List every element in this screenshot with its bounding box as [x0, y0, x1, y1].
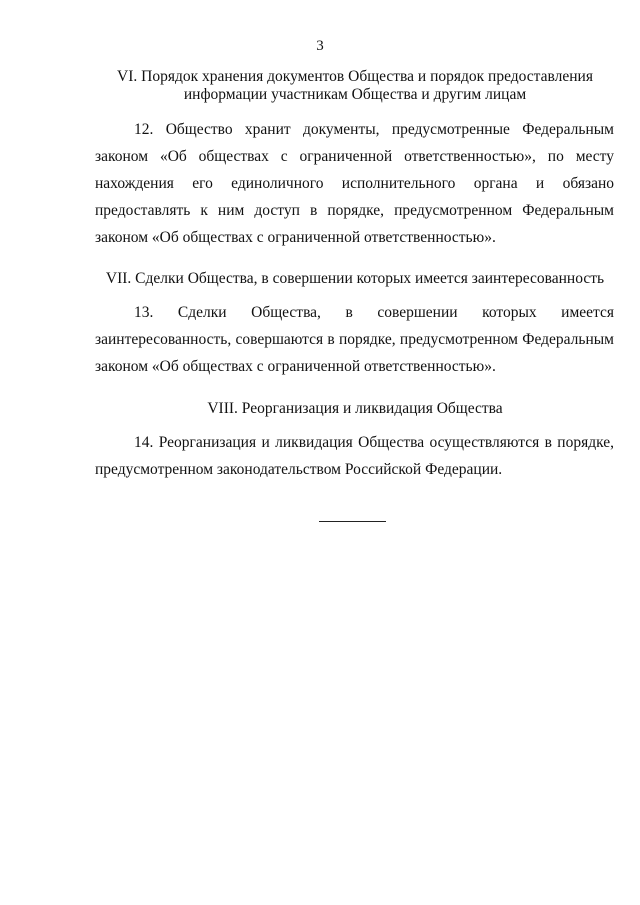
section-heading-7 [96, 270, 614, 288]
paragraph-line: законом «Об обществах с ограниченной ответственностью». [95, 229, 496, 246]
section-heading-line: информации участникам Общества и другим лицам [183, 86, 527, 103]
paragraph-14 [95, 429, 614, 483]
section-heading-line: VI. Порядок хранения документов Общества и порядок предоставления [117, 68, 593, 85]
paragraph-line: заинтересованность, совершаются в порядке, предусмотренном Федеральным [95, 331, 614, 348]
paragraph-line: 13. Сделки Общества, в совершении которых имеется [134, 304, 614, 321]
section-heading-8 [96, 400, 614, 418]
paragraph-line: законом «Об обществах с ограниченной ответственностью», по месту [95, 148, 614, 165]
paragraph-line: предоставлять к ним доступ в порядке, предусмотренном Федеральным [95, 202, 614, 219]
paragraph-line: предусмотренном законодательством Российской Федерации. [95, 461, 503, 478]
paragraph-line: 14. Реорганизация и ликвидация Общества осуществляются в порядке, [134, 434, 614, 451]
paragraph-line: нахождения его единоличного исполнительного органа и обязано [95, 175, 614, 192]
paragraph-line: законом «Об обществах с ограниченной ответственностью». [95, 358, 496, 375]
section-heading-line: VIII. Реорганизация и ликвидация Общества [207, 400, 503, 417]
section-heading-6 [96, 68, 614, 104]
page-number: 3 [316, 38, 324, 54]
end-divider-line [319, 521, 386, 522]
paragraph-line: 12. Общество хранит документы, предусмотренные Федеральным [134, 121, 614, 138]
paragraph-13 [95, 299, 614, 380]
section-heading-line: VII. Сделки Общества, в совершении которых имеется заинтересованность [105, 270, 605, 287]
paragraph-12 [95, 116, 614, 251]
